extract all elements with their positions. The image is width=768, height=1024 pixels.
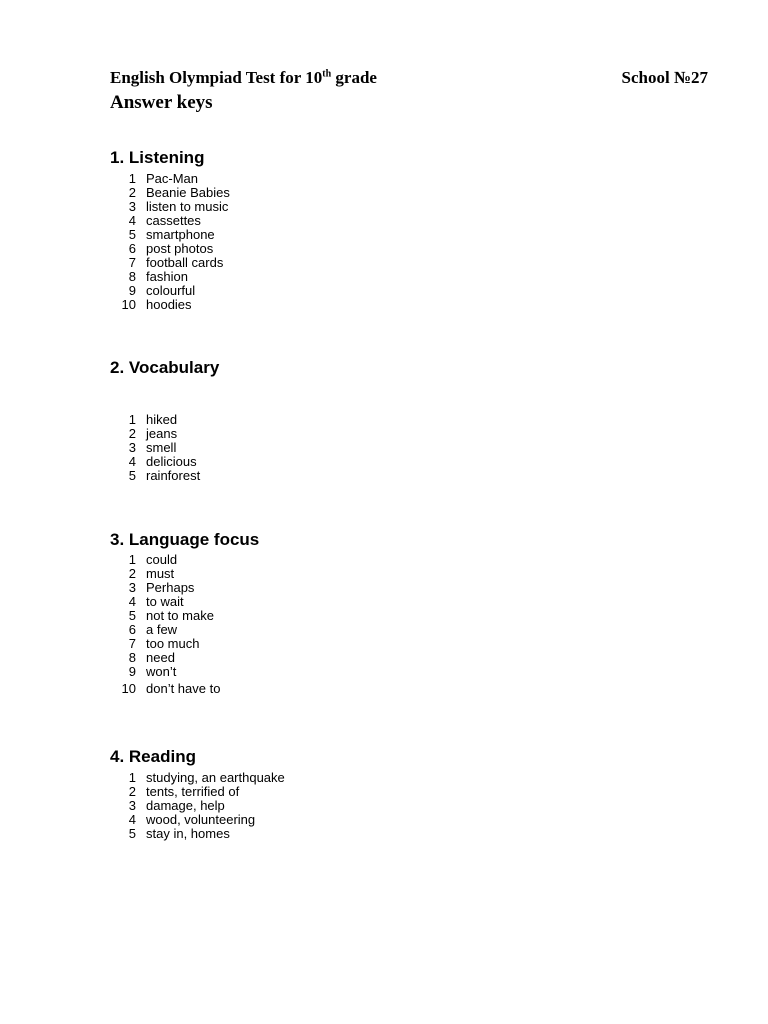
item-number: 5 (128, 826, 136, 841)
item-number: 5 (128, 227, 136, 242)
list-item (118, 622, 178, 637)
item-number: 5 (128, 468, 136, 483)
item-number: 1 (128, 171, 136, 186)
section-heading-language-focus: 3. Language focus (110, 530, 260, 549)
list-item (118, 636, 200, 651)
item-answer: need (146, 650, 175, 665)
list-item (118, 426, 178, 441)
item-answer: don’t have to (146, 681, 221, 696)
answer-list-listening (118, 171, 230, 312)
item-answer: damage, help (146, 798, 225, 813)
item-answer: tents, terrified of (146, 784, 240, 799)
item-number: 9 (128, 283, 136, 298)
list-item (118, 580, 195, 595)
section-heading-listening: 1. Listening (110, 148, 205, 167)
item-answer: hoodies (146, 297, 192, 312)
list-item (118, 199, 229, 214)
list-item (118, 440, 177, 455)
item-number: 9 (128, 664, 136, 679)
list-item (118, 255, 224, 270)
title-superscript: th (322, 68, 332, 80)
item-number: 2 (128, 566, 136, 581)
document-subtitle: Answer keys (110, 92, 213, 113)
list-item (118, 241, 214, 256)
item-number: 5 (128, 608, 136, 623)
item-answer: Perhaps (146, 580, 195, 595)
item-number: 1 (128, 412, 136, 427)
item-answer: stay in, homes (146, 826, 230, 841)
item-answer: smell (146, 440, 177, 455)
item-answer: listen to music (146, 199, 229, 214)
list-item (118, 297, 192, 312)
item-answer: Pac-Man (146, 171, 199, 186)
school-label: School №27 (621, 68, 708, 87)
item-number: 2 (128, 784, 136, 799)
item-answer: studying, an earthquake (146, 770, 285, 785)
document-header (110, 68, 708, 90)
item-answer: won’t (146, 664, 177, 679)
item-number: 4 (128, 454, 136, 469)
list-item (118, 784, 240, 799)
list-item (118, 594, 184, 609)
item-answer: rainforest (146, 468, 201, 483)
item-number: 1 (128, 552, 136, 567)
list-item (118, 770, 285, 785)
item-answer: wood, volunteering (146, 812, 256, 827)
item-answer: to wait (146, 594, 184, 609)
item-answer: post photos (146, 241, 214, 256)
item-number: 8 (128, 269, 136, 284)
list-item (118, 412, 178, 427)
item-answer: delicious (146, 454, 197, 469)
list-item (118, 454, 197, 469)
item-answer: fashion (146, 269, 188, 284)
item-answer: Beanie Babies (146, 185, 230, 200)
item-number: 7 (128, 636, 136, 651)
answer-list-language-focus (118, 552, 221, 696)
item-number: 4 (128, 812, 136, 827)
item-number: 3 (128, 798, 136, 813)
item-number: 3 (128, 199, 136, 214)
item-number: 6 (128, 622, 136, 637)
item-number: 6 (128, 241, 136, 256)
title-prefix: English Olympiad Test for 10 (110, 68, 323, 87)
item-answer: hiked (146, 412, 178, 427)
item-answer: a few (146, 622, 178, 637)
list-item (118, 213, 201, 228)
list-item (118, 171, 199, 186)
list-item (118, 812, 256, 827)
item-answer: must (146, 566, 175, 581)
answer-list-reading (118, 770, 285, 841)
item-number: 10 (121, 681, 136, 696)
list-item (118, 664, 177, 679)
item-answer: not to make (146, 608, 214, 623)
item-answer: cassettes (146, 213, 201, 228)
item-answer: too much (146, 636, 200, 651)
item-number: 4 (128, 213, 136, 228)
list-item (118, 468, 201, 483)
item-number: 2 (128, 185, 136, 200)
item-answer: colourful (146, 283, 196, 298)
item-answer: jeans (146, 426, 178, 441)
item-number: 3 (128, 580, 136, 595)
item-number: 3 (128, 440, 136, 455)
list-item (118, 566, 175, 581)
list-item (118, 681, 221, 696)
list-item (118, 185, 230, 200)
list-item (118, 269, 188, 284)
section-heading-vocabulary: 2. Vocabulary (110, 358, 220, 377)
item-number: 2 (128, 426, 136, 441)
item-number: 4 (128, 594, 136, 609)
list-item (118, 552, 178, 567)
item-number: 10 (121, 297, 136, 312)
answer-list-vocabulary (118, 412, 201, 483)
title-suffix: grade (331, 68, 377, 87)
list-item (118, 227, 215, 242)
item-answer: could (146, 552, 178, 567)
item-answer: smartphone (146, 227, 215, 242)
item-number: 8 (128, 650, 136, 665)
list-item (118, 608, 214, 623)
list-item (118, 798, 225, 813)
item-answer: football cards (146, 255, 224, 270)
list-item (118, 826, 230, 841)
item-number: 7 (128, 255, 136, 270)
item-number: 1 (128, 770, 136, 785)
list-item (118, 283, 196, 298)
list-item (118, 650, 175, 665)
section-heading-reading: 4. Reading (110, 747, 196, 766)
document-title (110, 68, 377, 88)
